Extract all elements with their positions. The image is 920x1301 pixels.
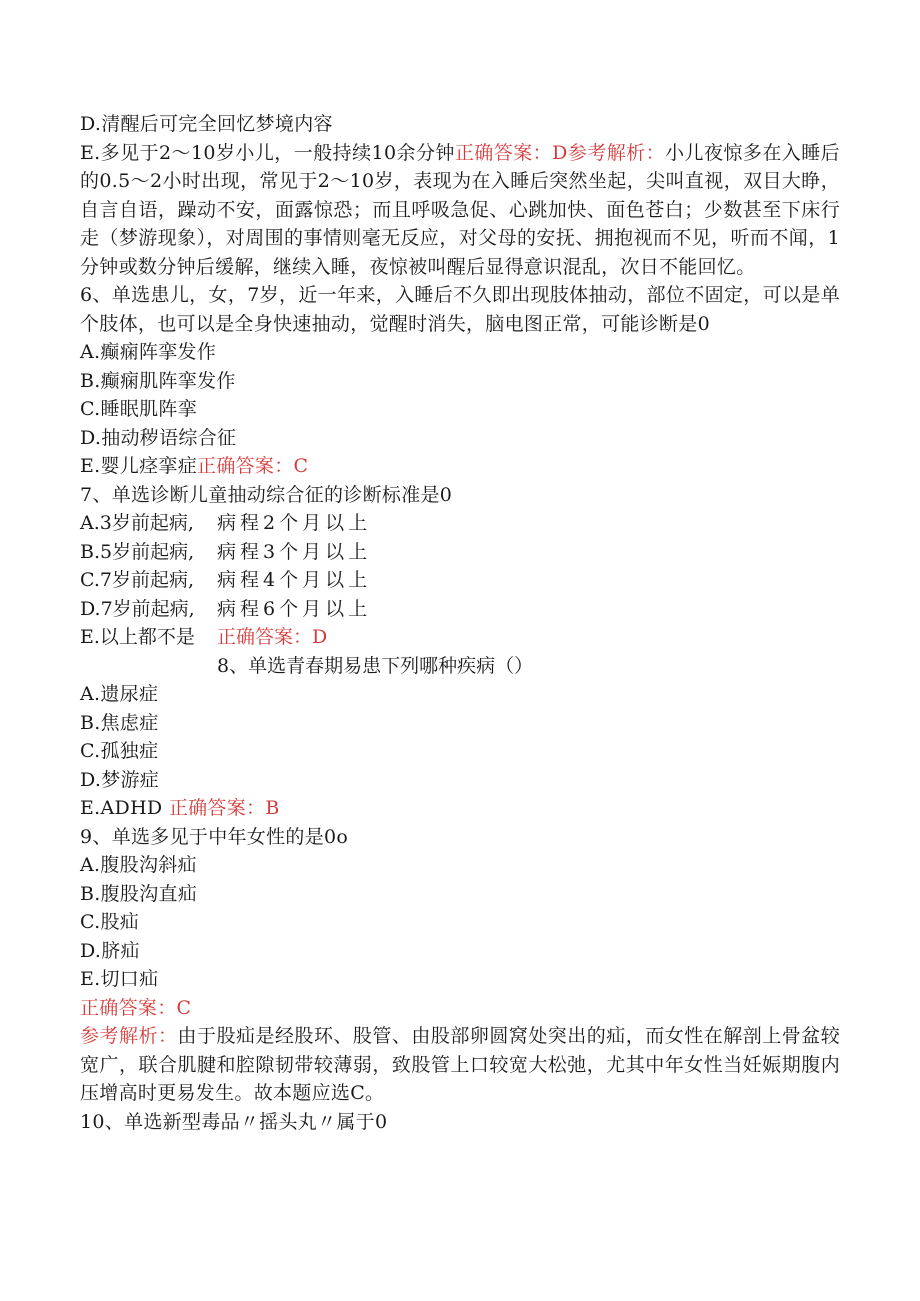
q7-option-a-left: A.3岁前起病, xyxy=(80,512,194,534)
q9-option-c: C.股疝 xyxy=(80,911,140,933)
q9-option-b: B.腹股沟直疝 xyxy=(80,882,198,905)
q5-analysis-label: 参考解析： xyxy=(567,141,666,164)
q7-option-c-right: 病程4个月以上 xyxy=(217,569,372,591)
q6-option-a: A.癫痫阵挛发作 xyxy=(80,341,217,363)
q7-option-b-right: 病程3个月以上 xyxy=(217,540,372,563)
q7-option-d-left: D.7岁前起病, xyxy=(80,597,195,620)
q9-stem: 9、单选多见于中年女性的是0o xyxy=(80,825,349,848)
q9-option-d: D.脐疝 xyxy=(80,939,140,962)
q9-analysis xyxy=(80,1022,840,1108)
q8-option-e-row xyxy=(80,794,840,823)
q8-option-c: C.孤独症 xyxy=(80,740,159,762)
q6-option-b: B.癫痫肌阵挛发作 xyxy=(80,369,236,392)
q9-option-a: A.腹股沟斜疝 xyxy=(80,854,197,876)
q9-option-e: E.切口疝 xyxy=(80,968,159,990)
q6-correct-answer: 正确答案：C xyxy=(197,455,309,477)
q6-stem: 6、单选患儿，女，7岁，近一年来，入睡后不久即出现肢体抽动，部位不固定，可以是单个肢体，也可以是全身快速抽动，觉醒时消失，脑电图正常，可能诊断是0 xyxy=(80,284,840,335)
q8-option-b: B.焦虑症 xyxy=(80,711,159,734)
q7-option-b xyxy=(80,538,840,567)
q8-correct-answer: 正确答案：B xyxy=(168,797,280,819)
q7-option-d-right: 病程6个月以上 xyxy=(217,597,372,620)
q9-analysis-label: 参考解析： xyxy=(80,1025,178,1047)
q6-option-e-row xyxy=(80,452,840,481)
q8-option-e: E.ADHD xyxy=(80,797,163,819)
q9-analysis-text: 由于股疝是经股环、股管、由股部卵圆窝处突出的疝，而女性在解剖上骨盆较宽广，联合肌腱和腔隙韧带较薄弱，致股管上口较宽大松弛，尤其中年女性当妊娠期腹内压增高时更易发生。故本题应选C。 xyxy=(80,1025,840,1104)
q9-correct-answer: 正确答案：C xyxy=(80,996,192,1019)
q7-option-a xyxy=(80,509,840,538)
q5-correct-answer: 正确答案：D xyxy=(454,141,568,164)
q10-stem: 10、单选新型毒品〃摇头丸〃属于0 xyxy=(80,1110,388,1133)
q7-option-b-left: B.5岁前起病, xyxy=(80,540,195,563)
q7-option-d xyxy=(80,595,840,624)
q5-option-d: D.清醒后可完全回忆梦境内容 xyxy=(80,113,333,135)
q7-option-e-left: E.以上都不是 xyxy=(80,626,195,648)
q6-option-c: C.睡眠肌阵挛 xyxy=(80,398,198,420)
q7-option-c xyxy=(80,566,840,595)
q5-analysis-text: 小儿夜惊多在入睡后的0.5～2小时出现，常见于2～10岁，表现为在入睡后突然坐起，尖叫直视，双目大睁，自言自语，躁动不安，面露惊恐；而且呼吸急促、心跳加快、面色苍白；少数甚至下床行走（梦游现象），对周围的事情则毫无反应，对父母的安抚、拥抱视而不见，听而不闻，1分钟或数分钟后缓解，继续入睡，夜惊被叫醒后显得意识混乱，次日不能回忆。 xyxy=(80,141,840,278)
document-content xyxy=(80,110,840,1136)
q8-stem: 8、单选青春期易患下列哪种疾病（） xyxy=(217,654,534,677)
q7-stem: 7、单选诊断儿童抽动综合征的诊断标准是0 xyxy=(80,483,453,506)
q6-option-d: D.抽动秽语综合征 xyxy=(80,426,237,449)
q7-option-c-left: C.7岁前起病, xyxy=(80,569,195,591)
q8-option-a: A.遗尿症 xyxy=(80,683,159,705)
q5-option-e-with-answer xyxy=(80,139,840,282)
q7-option-a-right: 病程2个月以上 xyxy=(217,512,372,534)
q5-option-e: E.多见于2～10岁小儿，一般持续10余分钟 xyxy=(80,141,455,164)
q6-option-e: E.婴儿痉挛症 xyxy=(80,455,198,477)
q7-correct-answer: 正确答案：D xyxy=(217,626,328,648)
q8-option-d: D.梦游症 xyxy=(80,768,160,791)
q7-option-e xyxy=(80,623,840,652)
